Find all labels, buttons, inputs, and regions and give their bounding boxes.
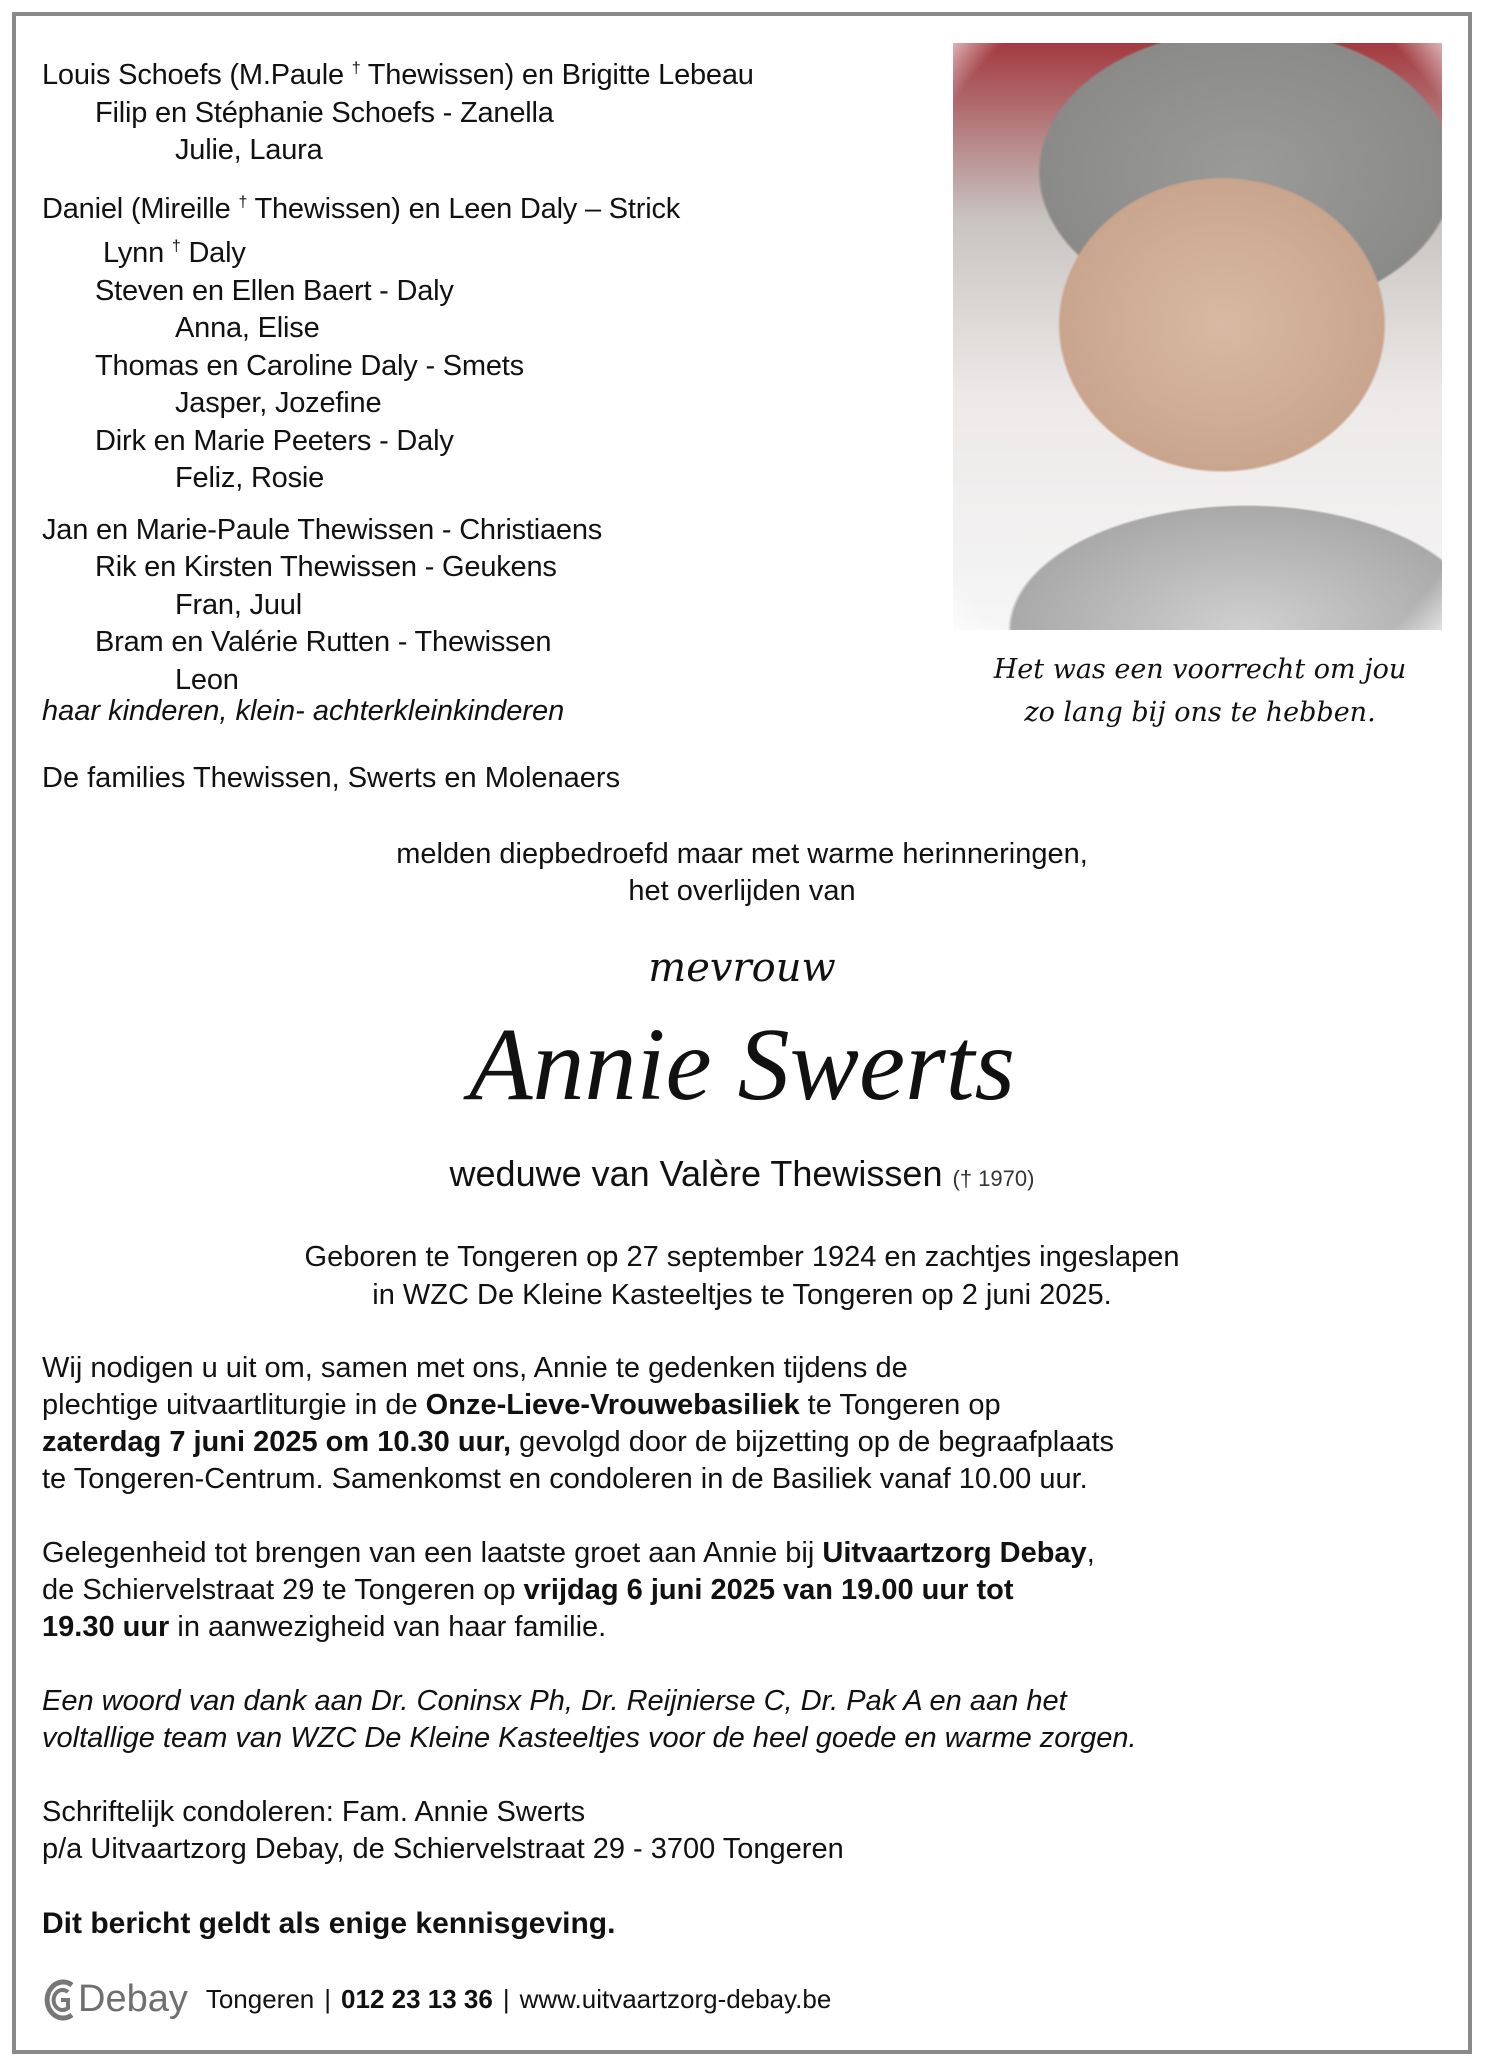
family-member-line xyxy=(42,549,754,587)
family-member-line xyxy=(42,348,754,386)
notice: Dit bericht geldt als enige kennisgeving. xyxy=(42,1907,616,1940)
family-name: Jasper, Jozefine xyxy=(175,387,382,419)
family-name: Daly xyxy=(188,237,246,269)
birth-death-info xyxy=(16,1238,1468,1314)
announce-line: melden diepbedroefd maar met warme herinneringen, xyxy=(396,838,1088,870)
family-name: Julie, Laura xyxy=(175,134,323,166)
funeral-text: te Tongeren op xyxy=(799,1389,1001,1421)
quote xyxy=(960,648,1440,734)
family-member-line xyxy=(42,228,754,273)
visit-text: de Schiervelstraat 29 te Tongeren op xyxy=(42,1574,524,1606)
debay-logo-icon xyxy=(42,1979,78,2021)
footer-phone: 012 23 13 36 xyxy=(341,1984,493,2014)
family-name: Thomas en Caroline Daly - Smets xyxy=(95,349,524,382)
born-line: Geboren te Tongeren op 27 september 1924 en zachtjes ingeslapen xyxy=(304,1241,1180,1273)
church-name: Onze-Lieve-Vrouwebasiliek xyxy=(425,1389,800,1421)
family-member-line xyxy=(42,95,754,133)
footer-city: Tongeren xyxy=(205,1984,315,2014)
visit-text: in aanwezigheid van haar familie. xyxy=(169,1611,607,1643)
family-name: Thewissen) en Leen Daly – Strick xyxy=(254,192,681,225)
family-member-line xyxy=(42,385,754,423)
dagger-icon: † xyxy=(238,193,248,211)
visit-text: , xyxy=(1086,1537,1095,1569)
condolence-address xyxy=(42,1794,1452,1868)
portrait-photo xyxy=(953,43,1442,630)
condolence-line: p/a Uitvaartzorg Debay, de Schiervelstraat 29 - 3700 Tongeren xyxy=(42,1833,844,1865)
visit-date: vrijdag 6 juni 2025 van 19.00 uur tot xyxy=(523,1574,1014,1606)
family-name: Dirk en Marie Peeters - Daly xyxy=(95,424,454,457)
debay-logo-text: Debay xyxy=(78,1978,188,2020)
visit-text: Gelegenheid tot brengen van een laatste groet aan Annie bij xyxy=(42,1537,823,1569)
family-member-line xyxy=(42,662,754,700)
family-member-line xyxy=(42,310,754,348)
thanks-line: voltallige team van WZC De Kleine Kasteeltjes voor de heel goede en warme zorgen. xyxy=(42,1722,1137,1754)
family-member-line xyxy=(42,460,754,498)
widow-line xyxy=(16,1153,1468,1195)
dagger-icon: † xyxy=(171,238,181,255)
widow-note: († 1970) xyxy=(952,1166,1035,1191)
visit-place: Uitvaartzorg Debay xyxy=(822,1537,1087,1569)
footer xyxy=(42,1978,831,2021)
thanks-line: Een woord van dank aan Dr. Coninsx Ph, Dr. Reijnierse C, Dr. Pak A en aan het xyxy=(42,1685,1067,1717)
footer-website-link[interactable]: www.uitvaartzorg-debay.be xyxy=(519,1984,832,2014)
visitation-paragraph xyxy=(42,1535,1452,1646)
family-name: Rik en Kirsten Thewissen - Geukens xyxy=(95,551,557,583)
family-member-line xyxy=(42,184,754,229)
family-name: Louis Schoefs (M.Paule xyxy=(42,59,344,91)
family-member-line xyxy=(42,423,754,461)
announce-line: het overlijden van xyxy=(628,875,856,907)
family-name: Steven en Ellen Baert - Daly xyxy=(95,274,454,307)
family-member-line xyxy=(42,273,754,311)
funeral-date: zaterdag 7 juni 2025 om 10.30 uur, xyxy=(42,1426,512,1458)
family-name: Leon xyxy=(175,663,239,696)
funeral-line: te Tongeren-Centrum. Samenkomst en condoleren in de Basiliek vanaf 10.00 uur. xyxy=(42,1463,1088,1495)
visit-date: 19.30 uur xyxy=(42,1611,170,1643)
family-name: Jan en Marie-Paule Thewissen - Christiaens xyxy=(42,513,603,546)
family-list xyxy=(42,50,754,699)
footer-separator: | xyxy=(324,1984,332,2014)
quote-line: zo lang bij ons te hebben. xyxy=(1024,697,1376,728)
thanks-paragraph xyxy=(42,1683,1452,1757)
family-member-line xyxy=(42,512,754,550)
relation-text: haar kinderen, klein- achterkleinkinderen xyxy=(42,695,565,727)
born-line: in WZC De Kleine Kasteeltjes te Tongeren op 2 juni 2025. xyxy=(372,1279,1112,1311)
funeral-text: plechtige uitvaartliturgie in de xyxy=(42,1389,426,1421)
funeral-text: gevolgd door de bijzetting op de begraafplaats xyxy=(511,1426,1115,1458)
family-name: Daniel (Mireille xyxy=(42,192,231,225)
family-name: Thewissen) en Brigitte Lebeau xyxy=(367,59,754,91)
family-member-line xyxy=(42,50,754,95)
family-name: Anna, Elise xyxy=(175,312,320,344)
family-member-line xyxy=(42,587,754,625)
condolence-line: Schriftelijk condoleren: Fam. Annie Swerts xyxy=(42,1796,586,1828)
footer-separator: | xyxy=(502,1984,510,2014)
family-name: Feliz, Rosie xyxy=(175,462,325,494)
widow-text: weduwe van Valère Thewissen xyxy=(449,1153,943,1194)
family-name: Lynn xyxy=(103,237,165,269)
announcement xyxy=(16,836,1468,910)
title: mevrouw xyxy=(648,945,836,991)
family-name: Bram en Valérie Rutten - Thewissen xyxy=(95,626,552,658)
family-name: Fran, Juul xyxy=(175,588,302,621)
family-member-line xyxy=(42,624,754,662)
funeral-line: Wij nodigen u uit om, samen met ons, Annie te gedenken tijdens de xyxy=(42,1352,908,1384)
family-name: Filip en Stéphanie Schoefs - Zanella xyxy=(95,96,554,129)
funeral-paragraph xyxy=(42,1350,1452,1498)
family-member-line xyxy=(42,132,754,170)
deceased-name: Annie Swerts xyxy=(469,1007,1015,1122)
quote-line: Het was een voorrecht om jou xyxy=(993,654,1407,685)
dagger-icon: † xyxy=(351,60,361,77)
families-text: De families Thewissen, Swerts en Molenaers xyxy=(42,762,621,794)
